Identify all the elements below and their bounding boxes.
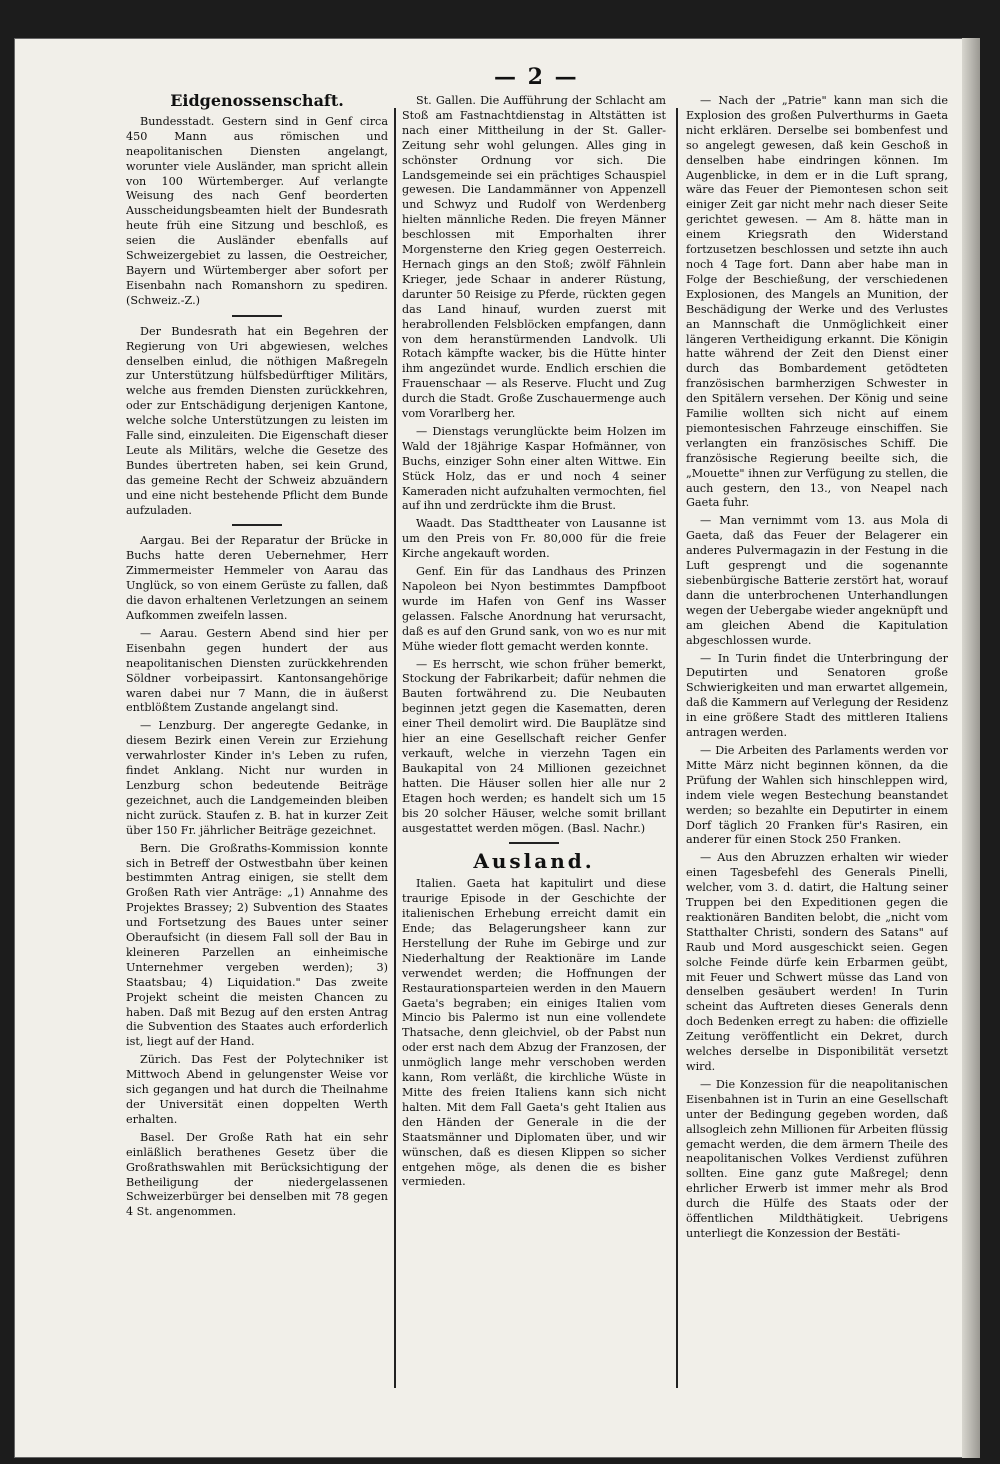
- article-paragraph: — Die Arbeiten des Parlaments werden vor Mitte März nicht beginnen können, da die Prüfung der Wahlen sich hinschleppen wird, indem viele wegen Bestechung beanstandet werden; so bezahlte ein Deputirter in einem Dorf täglich 20 Franken für's Rasiren, ein anderer für einen Stock 250 Franken.: [686, 743, 948, 847]
- column-1: [126, 94, 388, 1394]
- article-paragraph: Waadt. Das Stadttheater von Lausanne ist um den Preis von Fr. 80,000 für die freie Kirche angekauft worden.: [402, 517, 666, 561]
- article-paragraph: — Die Konzession für die neapolitanischen Eisenbahnen ist in Turin an eine Gesellschaft unter der Bedingung gegeben worden, daß allsogleich zehn Millionen für Arbeiten flüssig gemacht werden, die dem ärmern Theile des neapolitanischen Volkes Verdienst zuführen sollten. Eine ganz gute Maßregel; denn ehrlicher Erwerb ist immer mehr als Brod durch die Hülfe des Staats oder der öffentlichen Mildthätigkeit. Uebrigens unterliegt die Konzession der Bestäti-: [686, 1077, 948, 1240]
- article-paragraph: — Es herrscht, wie schon früher bemerkt, Stockung der Fabrikarbeit; dafür nehmen die Bauten fortwährend zu. Die Neubauten beginnen jetzt gegen die Kasematten, deren einer Theil demolirt wird. Die Bauplätze sind hier an eine Gesellschaft reicher Genfer verkauft, welche in vierzehn Tagen ein Baukapital von 24 Millionen gezeichnet hatten. Die Häuser sollen hier alle nur 2 Etagen hoch werden; es handelt sich um 15 bis 20 solcher Häuser, welche somit brillant ausgestattet werden mögen. (Basl. Nachr.): [402, 657, 666, 835]
- article-paragraph: Der Bundesrath hat ein Begehren der Regierung von Uri abgewiesen, welches denselben einlud, die nöthigen Maßregeln zur Unterstützung hülfsbedürftiger Militärs, welche aus fremden Diensten zurückkehren, oder zur Entschädigung derjenigen Kantone, welche solche Unterstützungen zu leisten im Falle sind, einzuleiten. Die Eigenschaft dieser Leute als Militärs, welche die Gesetze des Bundes übertreten haben, sei kein Grund, das gemeine Recht der Schweiz abzuändern und eine nicht bestehende Pflicht dem Bunde aufzuladen.: [126, 324, 388, 517]
- article-paragraph: Zürich. Das Fest der Polytechniker ist Mittwoch Abend in gelungenster Weise vor sich gegangen und hat durch die Theilnahme der Universität einen doppelten Werth erhalten.: [126, 1053, 388, 1126]
- article-paragraph: St. Gallen. Die Aufführung der Schlacht am Stoß am Fastnachtdienstag in Altstätten ist nach einer Mittheilung in der St. Galler-Zeitung sehr wohl gelungen. Alles ging in schönster Ordnung vor sich. Die Landsgemeinde sei ein prächtiges Schauspiel gewesen. Die Landammänner von Appenzell und Schwyz und Rudolf von Werdenberg hielten männliche Reden. Die freyen Männer beschlossen mit Emporhalten ihrer Morgensterne den Krieg gegen Oesterreich. Hernach gings an den Stoß; zwölf Fähnlein Krieger, jede Schaar in anderer Rüstung, darunter 50 Reisige zu Pferde, rückten gegen das Land hinauf, wurden zuerst mit herabrollenden Felsblöcken empfangen, dann von dem heranstürmenden Landvolk. Uli Rotach kämpfte wacker, bis die Hütte hinter ihm angezündet wurde. Endlich erschien die Frauenschaar — als Reserve. Flucht und Zug durch die Stadt. Große Zuschauermenge auch vom Vorarlberg her.: [402, 94, 666, 421]
- column-3: [686, 94, 948, 1394]
- article-paragraph: Bern. Die Großraths-Kommission konnte sich in Betreff der Ostwestbahn über keinen bestimmten Antrag einigen, sie stellt dem Großen Rath vier Anträge: „1) Annahme des Projektes Brassey; 2) Subvention des Staates und Fortsetzung des Baues unter seiner Oberaufsicht (in diesem Fall soll der Bau in kleineren Parzellen an einheimische Unternehmer vergeben werden); 3) Staatsbau; 4) Liquidation." Das zweite Projekt scheint die meisten Chancen zu haben. Daß mit Bezug auf den ersten Antrag die Subvention des Staates auch erforderlich ist, liegt auf der Hand.: [126, 841, 388, 1049]
- column-rule-2: [676, 108, 678, 1388]
- article-paragraph: Bundesstadt. Gestern sind in Genf circa 450 Mann aus römischen und neapolitanischen Diensten angelangt, worunter viele Ausländer, man spricht allein von 100 Würtemberger. Auf verlangte Weisung des nach Genf beorderten Ausscheidungsbeamten hielt der Bundesrath heute früh eine Sitzung und beschloß, es seien die Ausländer ebenfalls auf Schweizergebiet zu lassen, die Oestreicher, Bayern und Würtemberger aber sofort per Eisenbahn nach Romanshorn zu spediren. (Schweiz.-Z.): [126, 114, 388, 307]
- divider: [232, 315, 282, 317]
- article-paragraph: — Nach der „Patrie" kann man sich die Explosion des großen Pulverthurms in Gaeta nicht erklären. Derselbe sei bombenfest und so angelegt gewesen, daß kein Geschoß in denselben habe eindringen können. Im Augenblicke, in dem er in die Luft sprang, wäre das Feuer der Piemontesen schon seit einiger Zeit gar nicht mehr nach dieser Seite gerichtet gewesen. — Am 8. hätte man in einem Kriegsrath den Widerstand fortzusetzen beschlossen und setzte ihn auch noch 4 Tage fort. Dann aber habe man in Folge der Beschießung, der verschiedenen Explosionen, des Mangels an Munition, der Beschädigung der Werke und des Verlustes an Mannschaft die Unmöglichkeit einer längeren Vertheidigung erkannt. Die Königin hatte während der Zeit den Dienst einer durch das Bombardement getödteten französischen barmherzigen Schwester in den Spitälern versehen. Der König und seine Familie wollten sich nicht auf einem piemontesischen Fahrzeuge einschiffen. Sie verlangten ein französisches Schiff. Die französische Regierung beeilte sich, die „Mouette" ihnen zur Verfügung zu stellen, die auch gestern, den 13., von Neapel nach Gaeta fuhr.: [686, 94, 948, 510]
- article-paragraph: — Man vernimmt vom 13. aus Mola di Gaeta, daß das Feuer der Belagerer ein anderes Pulvermagazin in der Festung in die Luft gesprengt und die sogenannte siebenbürgische Batterie zerstört hat, worauf dann die unterbrochenen Unterhandlungen wegen der Uebergabe wieder angeknüpft und am gleichen Abend die Kapitulation abgeschlossen wurde.: [686, 514, 948, 647]
- page-edge: [962, 38, 980, 1458]
- divider: [509, 842, 559, 844]
- article-paragraph: Aargau. Bei der Reparatur der Brücke in Buchs hatte deren Uebernehmer, Herr Zimmermeister Hemmeler von Aarau das Unglück, so von einem Gerüste zu fallen, daß die davon erhaltenen Verletzungen an seinem Aufkommen zweifeln lassen.: [126, 534, 388, 622]
- page-number: — 2 —: [494, 64, 579, 90]
- article-paragraph: — Dienstags verunglückte beim Holzen im Wald der 18jährige Kaspar Hofmänner, von Buchs, einziger Sohn einer alten Wittwe. Ein Stück Holz, das er und noch 4 seiner Kameraden nicht aufzuhalten vermochten, fiel auf ihn und zerdrückte ihm die Brust.: [402, 424, 666, 513]
- article-paragraph: — Lenzburg. Der angeregte Gedanke, in diesem Bezirk einen Verein zur Erziehung verwahrloster Kinder in's Leben zu rufen, findet Anklang. Nicht nur wurden in Lenzburg schon bedeutende Beiträge gezeichnet, auch die Landgemeinden bleiben nicht zurück. Staufen z. B. hat in kurzer Zeit über 150 Fr. jährlicher Beiträge gezeichnet.: [126, 719, 388, 837]
- article-paragraph: Italien. Gaeta hat kapitulirt und diese traurige Episode in der Geschichte der italienischen Erhebung erreicht damit ein Ende; das Belagerungsheer kann zur Herstellung der Ruhe im Gebirge und zur Niederhaltung der Reaktionäre im Lande verwendet werden; die Hoffnungen der Restaurationsparteien werden in den Mauern Gaeta's begraben; ein einiges Italien vom Mincio bis Palermo ist nun eine vollendete Thatsache, denn gleichviel, ob der Pabst nun oder erst nach dem Abzug der Franzosen, der unmöglich lange mehr verschoben werden kann, Rom verläßt, die kirchliche Wüste in Mitte des freien Italiens kann sich nicht halten. Mit dem Fall Gaeta's geht Italien aus den Händen der Generale in die der Staatsmänner und Diplomaten über, und wir wünschen, daß es diesen Klippen so sicher entgehen möge, als denen die es bisher vermieden.: [402, 877, 666, 1189]
- article-paragraph: — In Turin findet die Unterbringung der Deputirten und Senatoren große Schwierigkeiten und man erwartet allgemein, daß die Kammern auf Verlegung der Residenz in eine größere Stadt des mittleren Italiens antragen werden.: [686, 651, 948, 740]
- newspaper-page: [14, 38, 980, 1458]
- article-paragraph: Basel. Der Große Rath hat ein sehr einläßlich berathenes Gesetz über die Großrathswahlen mit Berücksichtigung der Betheiligung der niedergelassenen Schweizerbürger bei denselben mit 78 gegen 4 St. angenommen.: [126, 1130, 388, 1219]
- divider: [232, 524, 282, 526]
- column-rule-1: [394, 108, 396, 1388]
- article-paragraph: — Aus den Abruzzen erhalten wir wieder einen Tagesbefehl des Generals Pinelli, welcher, vom 3. d. datirt, die Haltung seiner Truppen bei den Expeditionen gegen die reaktionären Banditen belobt, die „nicht vom Statthalter Christi, sondern des Satans" auf Raub und Mord ausgeschickt seien. Gegen solche Feinde dürfe kein Erbarmen geübt, mit Feuer und Schwert müsse das Land von denselben gesäubert werden! In Turin scheint das Auftreten dieses Generals denn doch Bedenken erregt zu haben: die offizielle Zeitung veröffentlicht ein Dekret, durch welches derselbe in Disponibilität versetzt wird.: [686, 851, 948, 1073]
- article-paragraph: — Aarau. Gestern Abend sind hier per Eisenbahn gegen hundert der aus neapolitanischen Diensten zurückkehrenden Söldner vorbeipassirt. Kantonsangehörige waren dabei nur 7 Mann, die in äußerst entblößtem Zustande angelangt sind.: [126, 626, 388, 715]
- article-paragraph: Genf. Ein für das Landhaus des Prinzen Napoleon bei Nyon bestimmtes Dampfboot wurde im Hafen von Genf ins Wasser gelassen. Falsche Anordnung hat verursacht, daß es auf den Grund sank, von wo es nur mit Mühe wieder flott gemacht werden konnte.: [402, 565, 666, 653]
- section-heading-eidgenossenschaft: Eidgenossenschaft.: [170, 94, 344, 110]
- column-2: [402, 94, 666, 1394]
- section-heading-ausland: Ausland.: [473, 849, 595, 874]
